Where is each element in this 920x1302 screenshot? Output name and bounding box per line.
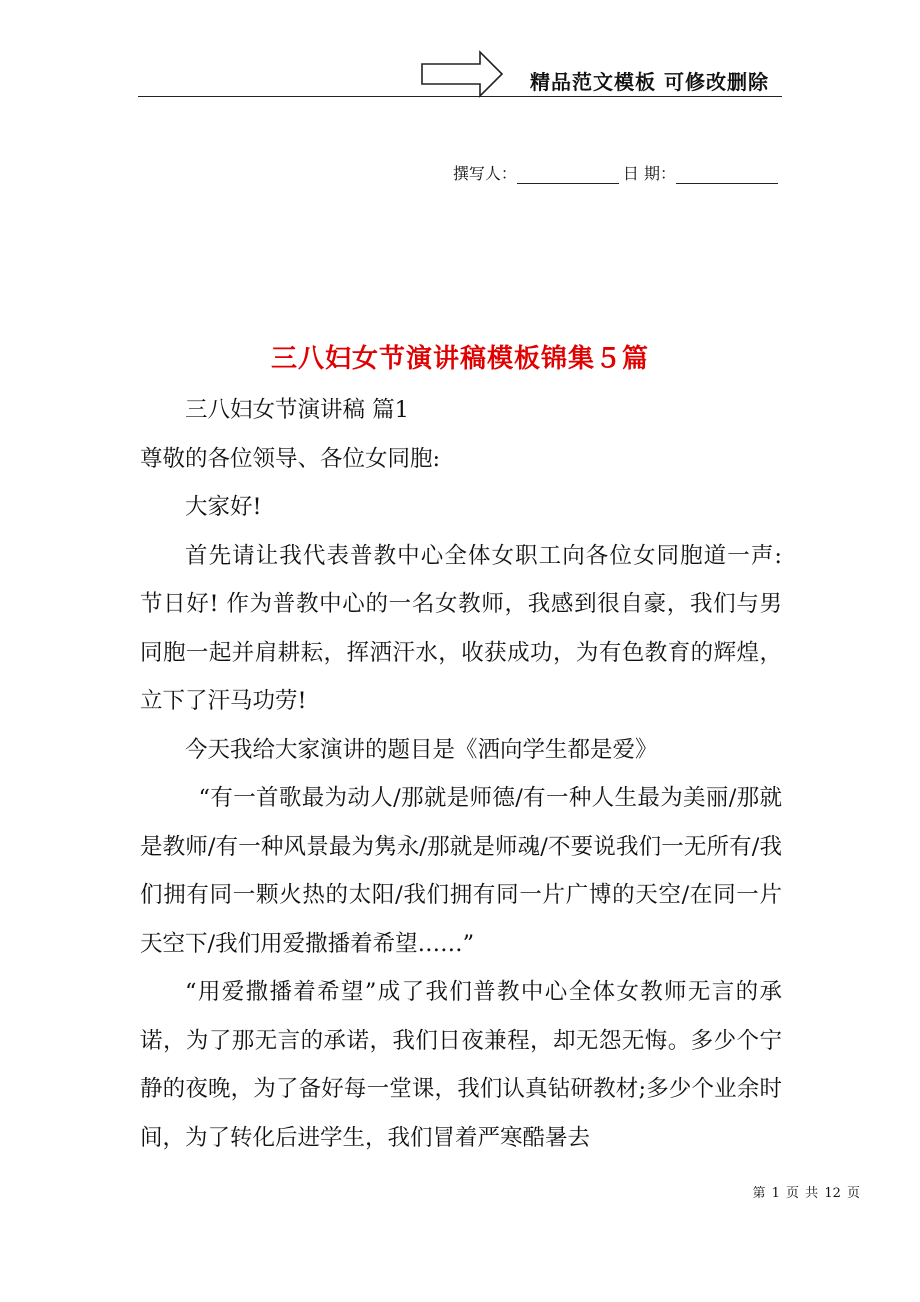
page-number: 第 1 页 共 12 页 <box>752 1186 860 1201</box>
author-label: 撰写人： <box>452 164 517 183</box>
document-body <box>140 386 782 1162</box>
quote-paragraph: “有一首歌最为动人/那就是师德/有一种人生最为美丽/那就是教师/有一种风景最为隽永/那就是师魂/不要说我们一无所有/我们拥有同一颗火热的太阳/我们拥有同一片广博的天空/在同一片天空下/我们用爱撒播着希望……” <box>140 785 782 957</box>
section-heading: 三八妇女节演讲稿 篇1 <box>185 397 409 423</box>
arrow-icon <box>420 50 504 98</box>
header-banner: 精品范文模板 可修改删除 <box>530 70 769 94</box>
signature-line <box>453 161 782 184</box>
date-blank <box>676 165 778 184</box>
document-title: 三八妇女节演讲稿模板锦集５篇 <box>270 344 649 374</box>
author-blank <box>517 165 619 184</box>
paragraph: 今天我给大家演讲的题目是《洒向学生都是爱》 <box>185 736 658 763</box>
salutation: 尊敬的各位领导、各位女同胞: <box>140 445 441 472</box>
paragraph: 首先请让我代表普教中心全体女职工向各位女同胞道一声: 节日好! 作为普教中心的一名女教师，我感到很自豪，我们与男同胞一起并肩耕耘，挥洒汗水，收获成功，为有色教育的辉煌，立下了汗马功劳! <box>140 542 782 714</box>
header-divider <box>138 96 782 97</box>
paragraph: “用爱撒播着希望”成了我们普教中心全体女教师无言的承诺，为了那无言的承诺，我们日夜兼程，却无怨无悔。多少个宁静的夜晚，为了备好每一堂课，我们认真钻研教材;多少个业余时间，为了转化后进学生，我们冒着严寒酷暑去 <box>140 979 782 1151</box>
date-label: 日 期： <box>622 164 676 183</box>
greeting: 大家好! <box>185 494 262 520</box>
